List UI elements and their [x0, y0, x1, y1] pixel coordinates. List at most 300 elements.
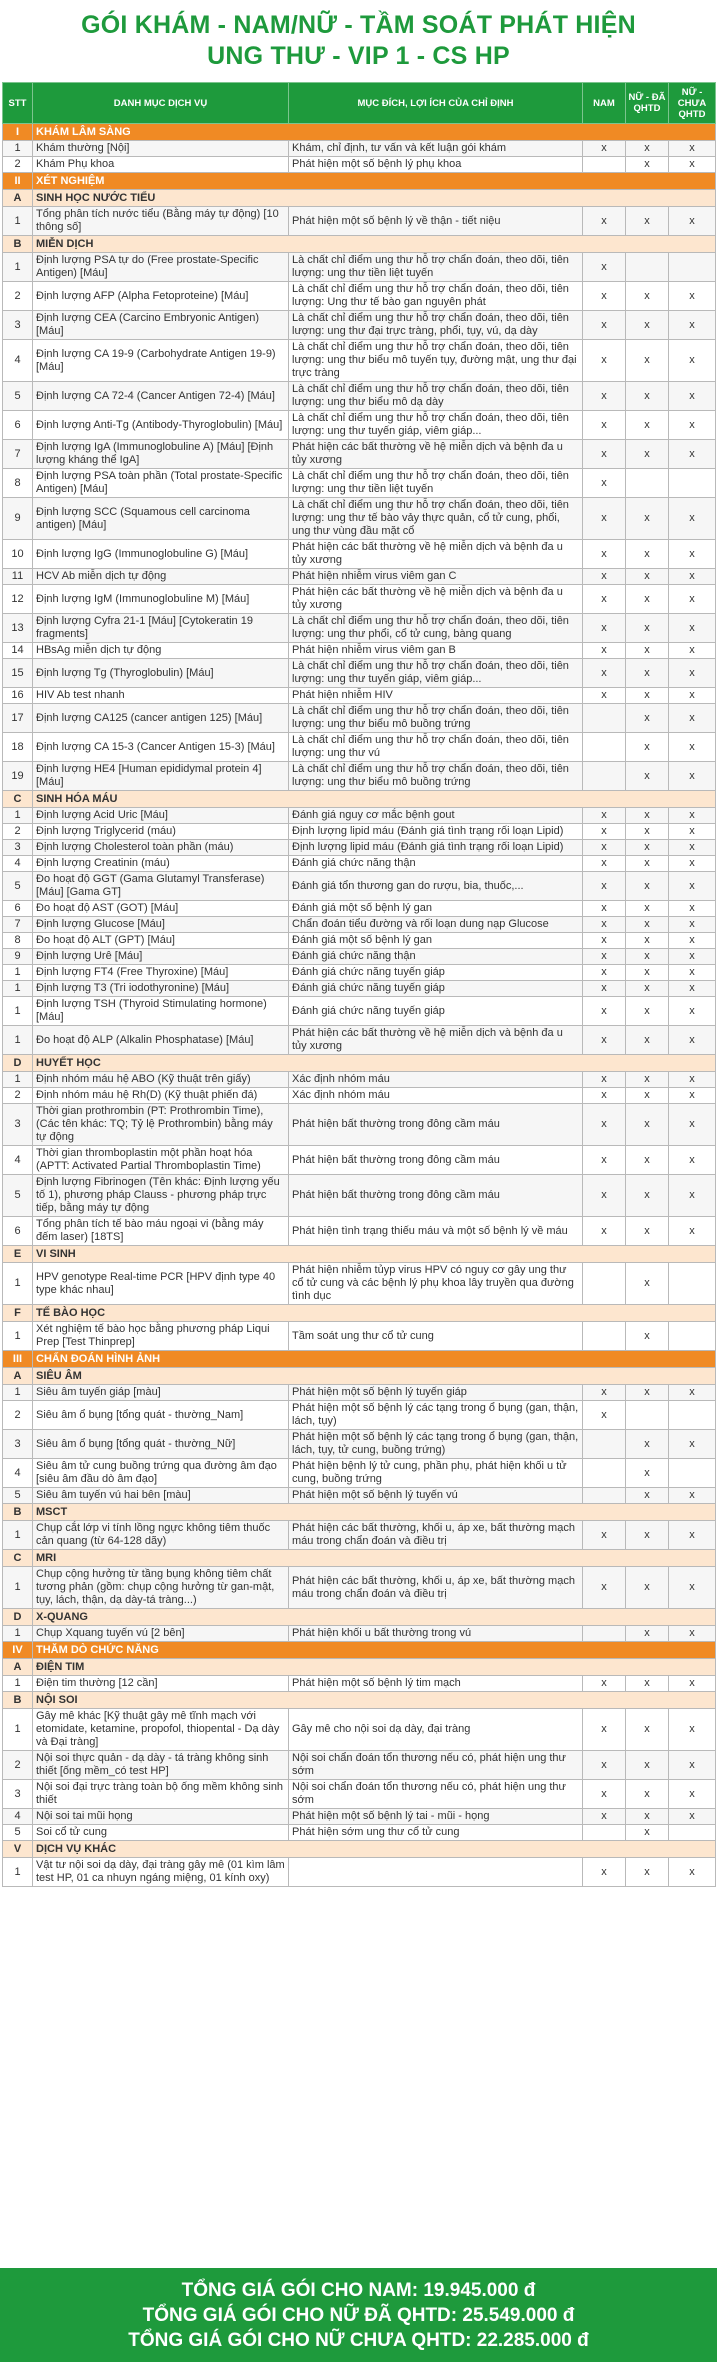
row-stt: 9	[3, 498, 33, 540]
section-title: SIÊU ÂM	[33, 1368, 716, 1385]
subsection-header-row	[3, 1504, 716, 1521]
service-purpose: Đánh giá một số bệnh lý gan	[289, 901, 583, 917]
service-name: Định lượng PSA tự do (Free prostate-Specific Antigen) [Máu]	[33, 253, 289, 282]
row-stt: 2	[3, 824, 33, 840]
mark-nu-chua-qhtd: x	[669, 1385, 716, 1401]
mark-nu-chua-qhtd: x	[669, 1072, 716, 1088]
service-purpose	[289, 1858, 583, 1887]
row-stt: 1	[3, 1263, 33, 1305]
mark-nam: x	[583, 917, 626, 933]
row-stt: 3	[3, 1430, 33, 1459]
table-row	[3, 1780, 716, 1809]
row-stt: 1	[3, 1676, 33, 1692]
subsection-header-row	[3, 236, 716, 253]
section-header-row	[3, 1642, 716, 1659]
mark-nu-chua-qhtd: x	[669, 917, 716, 933]
price-female-single: TỔNG GIÁ GÓI CHO NỮ CHƯA QHTD: 22.285.000 đ	[128, 2329, 589, 2351]
mark-nam: x	[583, 949, 626, 965]
service-name: Định lượng Urê [Máu]	[33, 949, 289, 965]
row-stt: 3	[3, 840, 33, 856]
service-name: Định lượng IgM (Immunoglobuline M) [Máu]	[33, 585, 289, 614]
row-stt: 4	[3, 1146, 33, 1175]
service-purpose: Phát hiện một số bệnh lý về thận - tiết niệu	[289, 207, 583, 236]
mark-nu-chua-qhtd	[669, 1263, 716, 1305]
mark-nu-chua-qhtd: x	[669, 1858, 716, 1887]
service-purpose: Xác định nhóm máu	[289, 1088, 583, 1104]
mark-nu-chua-qhtd	[669, 469, 716, 498]
mark-nu-da-qhtd: x	[626, 688, 669, 704]
table-row	[3, 901, 716, 917]
table-row	[3, 1430, 716, 1459]
table-header	[3, 83, 716, 124]
mark-nam: x	[583, 498, 626, 540]
row-stt: 8	[3, 933, 33, 949]
section-number: B	[3, 1692, 33, 1709]
mark-nu-chua-qhtd	[669, 253, 716, 282]
service-name: Định lượng Tg (Thyroglobulin) [Máu]	[33, 659, 289, 688]
table-row	[3, 762, 716, 791]
service-purpose: Phát hiện bất thường trong đông cầm máu	[289, 1104, 583, 1146]
mark-nam	[583, 1626, 626, 1642]
service-purpose: Định lượng lipid máu (Đánh giá tình trạng rối loạn Lipid)	[289, 824, 583, 840]
row-stt: 14	[3, 643, 33, 659]
mark-nam: x	[583, 1567, 626, 1609]
mark-nu-chua-qhtd	[669, 1401, 716, 1430]
mark-nu-da-qhtd: x	[626, 1709, 669, 1751]
header-purpose: MỤC ĐÍCH, LỢI ÍCH CỦA CHỈ ĐỊNH	[289, 83, 583, 124]
mark-nu-da-qhtd: x	[626, 1626, 669, 1642]
mark-nu-chua-qhtd: x	[669, 1146, 716, 1175]
service-purpose: Phát hiện các bất thường về hệ miễn dịch và bệnh đa u tủy xương	[289, 540, 583, 569]
mark-nam: x	[583, 141, 626, 157]
section-title: ĐIỆN TIM	[33, 1659, 716, 1676]
mark-nu-da-qhtd: x	[626, 440, 669, 469]
service-purpose: Là chất chỉ điểm ung thư hỗ trợ chẩn đoán, theo dõi, tiên lượng: ung thư biểu mô buồng trứng	[289, 762, 583, 791]
table-row	[3, 733, 716, 762]
mark-nam: x	[583, 1709, 626, 1751]
row-stt: 2	[3, 282, 33, 311]
service-purpose: Là chất chỉ điểm ung thư hỗ trợ chẩn đoán, theo dõi, tiên lượng: ung thư đại trực tràng, phổi, tụy, vú, dạ dày	[289, 311, 583, 340]
header-service: DANH MỤC DỊCH VỤ	[33, 83, 289, 124]
service-purpose: Chẩn đoán tiểu đường và rối loạn dung nạp Glucose	[289, 917, 583, 933]
mark-nam: x	[583, 997, 626, 1026]
service-purpose: Là chất chỉ điểm ung thư hỗ trợ chẩn đoán, theo dõi, tiên lượng: ung thư tế bào vảy thực quản, cổ tử cung, phổi, ung thư vùng đầu mặt cổ	[289, 498, 583, 540]
mark-nu-chua-qhtd: x	[669, 1626, 716, 1642]
service-name: Khám Phụ khoa	[33, 157, 289, 173]
service-name: Thời gian thromboplastin một phần hoạt hóa (APTT: Activated Partial Thromboplastin Time)	[33, 1146, 289, 1175]
mark-nu-chua-qhtd: x	[669, 1175, 716, 1217]
service-name: Định lượng Anti-Tg (Antibody-Thyroglobulin) [Máu]	[33, 411, 289, 440]
table-row	[3, 1263, 716, 1305]
row-stt: 2	[3, 1088, 33, 1104]
row-stt: 1	[3, 1858, 33, 1887]
row-stt: 6	[3, 411, 33, 440]
row-stt: 8	[3, 469, 33, 498]
service-name: Định lượng IgA (Immunoglobuline A) [Máu] [Định lượng kháng thể IgA]	[33, 440, 289, 469]
row-stt: 6	[3, 1217, 33, 1246]
mark-nu-da-qhtd: x	[626, 1751, 669, 1780]
row-stt: 3	[3, 1780, 33, 1809]
table-row	[3, 872, 716, 901]
service-purpose: Phát hiện các bất thường về hệ miễn dịch và bệnh đa u tủy xương	[289, 1026, 583, 1055]
mark-nu-da-qhtd: x	[626, 382, 669, 411]
mark-nu-da-qhtd: x	[626, 997, 669, 1026]
mark-nu-chua-qhtd: x	[669, 569, 716, 585]
service-purpose: Là chất chỉ điểm ung thư hỗ trợ chẩn đoán, theo dõi, tiên lượng: ung thư biểu mô tuyến tụy, đường mật, ung thư đại trực tràng	[289, 340, 583, 382]
subsection-header-row	[3, 1246, 716, 1263]
table-row	[3, 824, 716, 840]
row-stt: 12	[3, 585, 33, 614]
service-name: Định lượng Triglycerid (máu)	[33, 824, 289, 840]
mark-nam	[583, 1263, 626, 1305]
row-stt: 5	[3, 872, 33, 901]
table-row	[3, 1521, 716, 1550]
mark-nu-da-qhtd: x	[626, 1825, 669, 1841]
package-title	[0, 0, 717, 82]
mark-nu-da-qhtd: x	[626, 1088, 669, 1104]
mark-nam: x	[583, 901, 626, 917]
mark-nam: x	[583, 1751, 626, 1780]
mark-nam: x	[583, 981, 626, 997]
row-stt: 1	[3, 1567, 33, 1609]
service-name: HIV Ab test nhanh	[33, 688, 289, 704]
section-number: A	[3, 1368, 33, 1385]
row-stt: 4	[3, 1809, 33, 1825]
mark-nam: x	[583, 1217, 626, 1246]
service-name: Thời gian prothrombin (PT: Prothrombin Time), (Các tên khác: TQ; Tỷ lệ Prothrombin) bằng máy tự động	[33, 1104, 289, 1146]
service-purpose: Phát hiện bệnh lý tử cung, phần phụ, phát hiện khối u tử cung, buồng trứng	[289, 1459, 583, 1488]
mark-nam	[583, 1322, 626, 1351]
section-number: I	[3, 124, 33, 141]
table-row	[3, 1322, 716, 1351]
section-number: II	[3, 173, 33, 190]
table-row	[3, 440, 716, 469]
table-row	[3, 659, 716, 688]
mark-nu-da-qhtd: x	[626, 340, 669, 382]
mark-nu-da-qhtd: x	[626, 1858, 669, 1887]
mark-nu-da-qhtd: x	[626, 965, 669, 981]
service-name: Chụp cộng hưởng từ tầng bụng không tiêm chất tương phản (gồm: chụp cộng hưởng từ gan-mật, tụy, lách, thận, dạ dày-tá tràng...)	[33, 1567, 289, 1609]
mark-nam: x	[583, 253, 626, 282]
mark-nu-chua-qhtd: x	[669, 440, 716, 469]
mark-nu-chua-qhtd: x	[669, 704, 716, 733]
table-row	[3, 933, 716, 949]
mark-nam	[583, 704, 626, 733]
service-purpose: Phát hiện một số bệnh lý tim mạch	[289, 1676, 583, 1692]
mark-nu-da-qhtd: x	[626, 808, 669, 824]
mark-nu-chua-qhtd	[669, 1825, 716, 1841]
mark-nu-da-qhtd: x	[626, 1488, 669, 1504]
row-stt: 2	[3, 1401, 33, 1430]
service-name: Đo hoạt độ GGT (Gama Glutamyl Transferase) [Máu] [Gama GT]	[33, 872, 289, 901]
table-row	[3, 207, 716, 236]
mark-nu-chua-qhtd: x	[669, 762, 716, 791]
mark-nam: x	[583, 411, 626, 440]
table-row	[3, 1626, 716, 1642]
row-stt: 7	[3, 440, 33, 469]
mark-nu-da-qhtd: x	[626, 981, 669, 997]
mark-nu-chua-qhtd: x	[669, 643, 716, 659]
service-purpose: Đánh giá nguy cơ mắc bệnh gout	[289, 808, 583, 824]
service-name: Đo hoạt độ ALT (GPT) [Máu]	[33, 933, 289, 949]
mark-nam: x	[583, 569, 626, 585]
service-name: Định lượng CA 19-9 (Carbohydrate Antigen 19-9) [Máu]	[33, 340, 289, 382]
row-stt: 1	[3, 253, 33, 282]
mark-nu-chua-qhtd: x	[669, 1088, 716, 1104]
mark-nu-da-qhtd: x	[626, 1072, 669, 1088]
service-purpose: Là chất chỉ điểm ung thư hỗ trợ chẩn đoán, theo dõi, tiên lượng: ung thư phổi, cổ tử cung, bàng quang	[289, 614, 583, 643]
mark-nam	[583, 733, 626, 762]
row-stt: 1	[3, 1322, 33, 1351]
table-row	[3, 917, 716, 933]
row-stt: 5	[3, 1488, 33, 1504]
subsection-header-row	[3, 190, 716, 207]
service-purpose: Là chất chỉ điểm ung thư hỗ trợ chẩn đoán, theo dõi, tiên lượng: ung thư tiền liệt tuyến	[289, 253, 583, 282]
mark-nu-da-qhtd: x	[626, 569, 669, 585]
mark-nu-da-qhtd: x	[626, 1175, 669, 1217]
mark-nam: x	[583, 856, 626, 872]
mark-nu-da-qhtd: x	[626, 1809, 669, 1825]
section-number: C	[3, 1550, 33, 1567]
table-row	[3, 1858, 716, 1887]
section-number: B	[3, 1504, 33, 1521]
mark-nu-da-qhtd	[626, 1401, 669, 1430]
section-title: SINH HÓA MÁU	[33, 791, 716, 808]
service-purpose: Phát hiện tình trạng thiếu máu và một số bệnh lý về máu	[289, 1217, 583, 1246]
table-row	[3, 141, 716, 157]
mark-nu-da-qhtd: x	[626, 704, 669, 733]
mark-nam: x	[583, 872, 626, 901]
mark-nu-da-qhtd: x	[626, 411, 669, 440]
table-row	[3, 1385, 716, 1401]
services-table	[2, 82, 716, 1887]
service-name: Định lượng CA 15-3 (Cancer Antigen 15-3) [Máu]	[33, 733, 289, 762]
section-header-row	[3, 124, 716, 141]
row-stt: 5	[3, 1825, 33, 1841]
mark-nam: x	[583, 1521, 626, 1550]
row-stt: 7	[3, 917, 33, 933]
table-row	[3, 1488, 716, 1504]
header-nu-chua-qhtd: NỮ - CHƯA QHTD	[669, 83, 716, 124]
service-name: Đo hoạt độ ALP (Alkalin Phosphatase) [Máu]	[33, 1026, 289, 1055]
mark-nu-da-qhtd: x	[626, 659, 669, 688]
row-stt: 2	[3, 1751, 33, 1780]
service-purpose: Đánh giá tổn thương gan do rượu, bia, thuốc,...	[289, 872, 583, 901]
service-name: Định lượng Cyfra 21-1 [Máu] [Cytokeratin 19 fragments]	[33, 614, 289, 643]
mark-nu-chua-qhtd: x	[669, 282, 716, 311]
mark-nu-chua-qhtd: x	[669, 1488, 716, 1504]
service-purpose: Phát hiện một số bệnh lý các tạng trong ổ bụng (gan, thận, lách, tụy, tử cung, buồng trứng)	[289, 1430, 583, 1459]
service-purpose: Đánh giá chức năng thận	[289, 856, 583, 872]
subsection-header-row	[3, 791, 716, 808]
mark-nam: x	[583, 824, 626, 840]
mark-nu-da-qhtd: x	[626, 1459, 669, 1488]
mark-nam: x	[583, 1072, 626, 1088]
row-stt: 5	[3, 382, 33, 411]
price-female-married: TỔNG GIÁ GÓI CHO NỮ ĐÃ QHTD: 25.549.000 đ	[142, 2304, 575, 2326]
service-purpose: Là chất chỉ điểm ung thư hỗ trợ chẩn đoán, theo dõi, tiên lượng: ung thư vú	[289, 733, 583, 762]
table-row	[3, 311, 716, 340]
mark-nu-da-qhtd: x	[626, 1430, 669, 1459]
row-stt: 3	[3, 311, 33, 340]
mark-nam: x	[583, 1146, 626, 1175]
mark-nu-da-qhtd: x	[626, 498, 669, 540]
table-row	[3, 1104, 716, 1146]
service-purpose: Phát hiện bất thường trong đông cầm máu	[289, 1146, 583, 1175]
service-name: HCV Ab miễn dịch tự động	[33, 569, 289, 585]
table-row	[3, 1217, 716, 1246]
mark-nam	[583, 1430, 626, 1459]
mark-nu-chua-qhtd: x	[669, 382, 716, 411]
mark-nam: x	[583, 340, 626, 382]
section-title: MRI	[33, 1550, 716, 1567]
service-purpose: Phát hiện nhiễm tủyp virus HPV có nguy cơ gây ung thư cổ tử cung và các bệnh lý phụ khoa lây truyền qua đường tình dục	[289, 1263, 583, 1305]
service-name: Định lượng PSA toàn phần (Total prostate-Specific Antigen) [Máu]	[33, 469, 289, 498]
mark-nu-chua-qhtd: x	[669, 872, 716, 901]
mark-nu-chua-qhtd: x	[669, 997, 716, 1026]
service-purpose: Phát hiện một số bệnh lý phụ khoa	[289, 157, 583, 173]
service-name: Siêu âm ổ bụng [tổng quát - thường_Nữ]	[33, 1430, 289, 1459]
section-title: X-QUANG	[33, 1609, 716, 1626]
table-row	[3, 1401, 716, 1430]
mark-nu-chua-qhtd: x	[669, 1217, 716, 1246]
section-title: NỘI SOI	[33, 1692, 716, 1709]
section-number: E	[3, 1246, 33, 1263]
service-name: Định lượng Creatinin (máu)	[33, 856, 289, 872]
service-purpose: Định lượng lipid máu (Đánh giá tình trạng rối loạn Lipid)	[289, 840, 583, 856]
table-row	[3, 1567, 716, 1609]
service-name: Nội soi đại trực tràng toàn bộ ống mềm không sinh thiết	[33, 1780, 289, 1809]
service-purpose: Đánh giá chức năng tuyến giáp	[289, 997, 583, 1026]
service-name: Siêu âm tử cung buồng trứng qua đường âm đạo [siêu âm đầu dò âm đạo]	[33, 1459, 289, 1488]
mark-nu-chua-qhtd: x	[669, 311, 716, 340]
mark-nu-chua-qhtd: x	[669, 824, 716, 840]
subsection-header-row	[3, 1659, 716, 1676]
mark-nu-chua-qhtd: x	[669, 540, 716, 569]
mark-nu-da-qhtd: x	[626, 157, 669, 173]
table-row	[3, 469, 716, 498]
service-name: Định lượng CEA (Carcino Embryonic Antigen) [Máu]	[33, 311, 289, 340]
section-title: XÉT NGHIỆM	[33, 173, 716, 190]
mark-nu-chua-qhtd: x	[669, 659, 716, 688]
mark-nam: x	[583, 965, 626, 981]
service-name: Định nhóm máu hệ ABO (Kỹ thuật trên giấy)	[33, 1072, 289, 1088]
mark-nu-da-qhtd: x	[626, 1026, 669, 1055]
service-purpose: Đánh giá chức năng tuyến giáp	[289, 965, 583, 981]
service-name: HPV genotype Real-time PCR [HPV định type 40 type khác nhau]	[33, 1263, 289, 1305]
row-stt: 1	[3, 141, 33, 157]
service-purpose: Đánh giá một số bệnh lý gan	[289, 933, 583, 949]
service-name: Siêu âm tuyến vú hai bên [màu]	[33, 1488, 289, 1504]
mark-nam	[583, 1825, 626, 1841]
mark-nu-chua-qhtd: x	[669, 340, 716, 382]
mark-nu-da-qhtd: x	[626, 282, 669, 311]
section-title: KHÁM LÂM SÀNG	[33, 124, 716, 141]
row-stt: 15	[3, 659, 33, 688]
mark-nam	[583, 1488, 626, 1504]
row-stt: 4	[3, 340, 33, 382]
title-line-1: GÓI KHÁM - NAM/NỮ - TẦM SOÁT PHÁT HIỆN	[81, 11, 636, 39]
mark-nu-chua-qhtd: x	[669, 1751, 716, 1780]
table-row	[3, 411, 716, 440]
service-name: Chụp cắt lớp vi tính lồng ngực không tiêm thuốc cản quang (từ 64-128 dãy)	[33, 1521, 289, 1550]
subsection-header-row	[3, 1368, 716, 1385]
row-stt: 5	[3, 1175, 33, 1217]
mark-nu-chua-qhtd: x	[669, 981, 716, 997]
service-name: Đo hoạt độ AST (GOT) [Máu]	[33, 901, 289, 917]
section-title: DỊCH VỤ KHÁC	[33, 1841, 716, 1858]
table-row	[3, 949, 716, 965]
service-name: Định lượng AFP (Alpha Fetoproteine) [Máu]	[33, 282, 289, 311]
mark-nam: x	[583, 1858, 626, 1887]
table-row	[3, 1709, 716, 1751]
row-stt: 1	[3, 1026, 33, 1055]
row-stt: 19	[3, 762, 33, 791]
mark-nu-chua-qhtd: x	[669, 141, 716, 157]
mark-nu-da-qhtd: x	[626, 949, 669, 965]
service-purpose: Đánh giá chức năng tuyến giáp	[289, 981, 583, 997]
mark-nam: x	[583, 585, 626, 614]
service-name: Định nhóm máu hệ Rh(D) (Kỹ thuật phiến đá)	[33, 1088, 289, 1104]
section-number: B	[3, 236, 33, 253]
row-stt: 9	[3, 949, 33, 965]
service-name: Định lượng Acid Uric [Máu]	[33, 808, 289, 824]
mark-nu-chua-qhtd: x	[669, 1026, 716, 1055]
table-row	[3, 1072, 716, 1088]
service-name: Soi cổ tử cung	[33, 1825, 289, 1841]
service-purpose: Là chất chỉ điểm ung thư hỗ trợ chẩn đoán, theo dõi, tiên lượng: Ung thư tế bào gan nguyên phát	[289, 282, 583, 311]
section-title: SINH HỌC NƯỚC TIỂU	[33, 190, 716, 207]
row-stt: 1	[3, 1072, 33, 1088]
service-name: Siêu âm tuyến giáp [màu]	[33, 1385, 289, 1401]
mark-nu-chua-qhtd: x	[669, 1780, 716, 1809]
header-nam: NAM	[583, 83, 626, 124]
row-stt: 18	[3, 733, 33, 762]
section-title: CHẨN ĐOÁN HÌNH ẢNH	[33, 1351, 716, 1368]
section-number: C	[3, 791, 33, 808]
mark-nu-da-qhtd: x	[626, 733, 669, 762]
mark-nu-chua-qhtd: x	[669, 688, 716, 704]
mark-nu-da-qhtd: x	[626, 824, 669, 840]
mark-nam: x	[583, 1088, 626, 1104]
mark-nu-chua-qhtd: x	[669, 207, 716, 236]
row-stt: 2	[3, 157, 33, 173]
service-name: Định lượng CA 72-4 (Cancer Antigen 72-4) [Máu]	[33, 382, 289, 411]
service-name: Tổng phân tích tế bào máu ngoại vi (bằng máy đếm laser) [18TS]	[33, 1217, 289, 1246]
mark-nam: x	[583, 1401, 626, 1430]
mark-nu-da-qhtd: x	[626, 856, 669, 872]
service-name: Định lượng CA125 (cancer antigen 125) [Máu]	[33, 704, 289, 733]
mark-nu-da-qhtd: x	[626, 1676, 669, 1692]
mark-nu-chua-qhtd: x	[669, 1709, 716, 1751]
mark-nu-chua-qhtd: x	[669, 411, 716, 440]
mark-nam: x	[583, 282, 626, 311]
mark-nam: x	[583, 840, 626, 856]
service-purpose: Phát hiện nhiễm virus viêm gan B	[289, 643, 583, 659]
mark-nu-da-qhtd: x	[626, 585, 669, 614]
table-row	[3, 704, 716, 733]
table-row	[3, 840, 716, 856]
service-purpose: Nội soi chẩn đoán tổn thương nếu có, phát hiện ung thư sớm	[289, 1751, 583, 1780]
service-purpose: Là chất chỉ điểm ung thư hỗ trợ chẩn đoán, theo dõi, tiên lượng: ung thư tuyến giáp, viêm giáp...	[289, 659, 583, 688]
table-row	[3, 282, 716, 311]
mark-nu-chua-qhtd: x	[669, 901, 716, 917]
service-purpose: Xác định nhóm máu	[289, 1072, 583, 1088]
table-row	[3, 1459, 716, 1488]
service-purpose: Phát hiện các bất thường, khối u, áp xe, bất thường mạch máu trong chẩn đoán và điều trị	[289, 1521, 583, 1550]
mark-nam: x	[583, 808, 626, 824]
mark-nu-chua-qhtd: x	[669, 498, 716, 540]
